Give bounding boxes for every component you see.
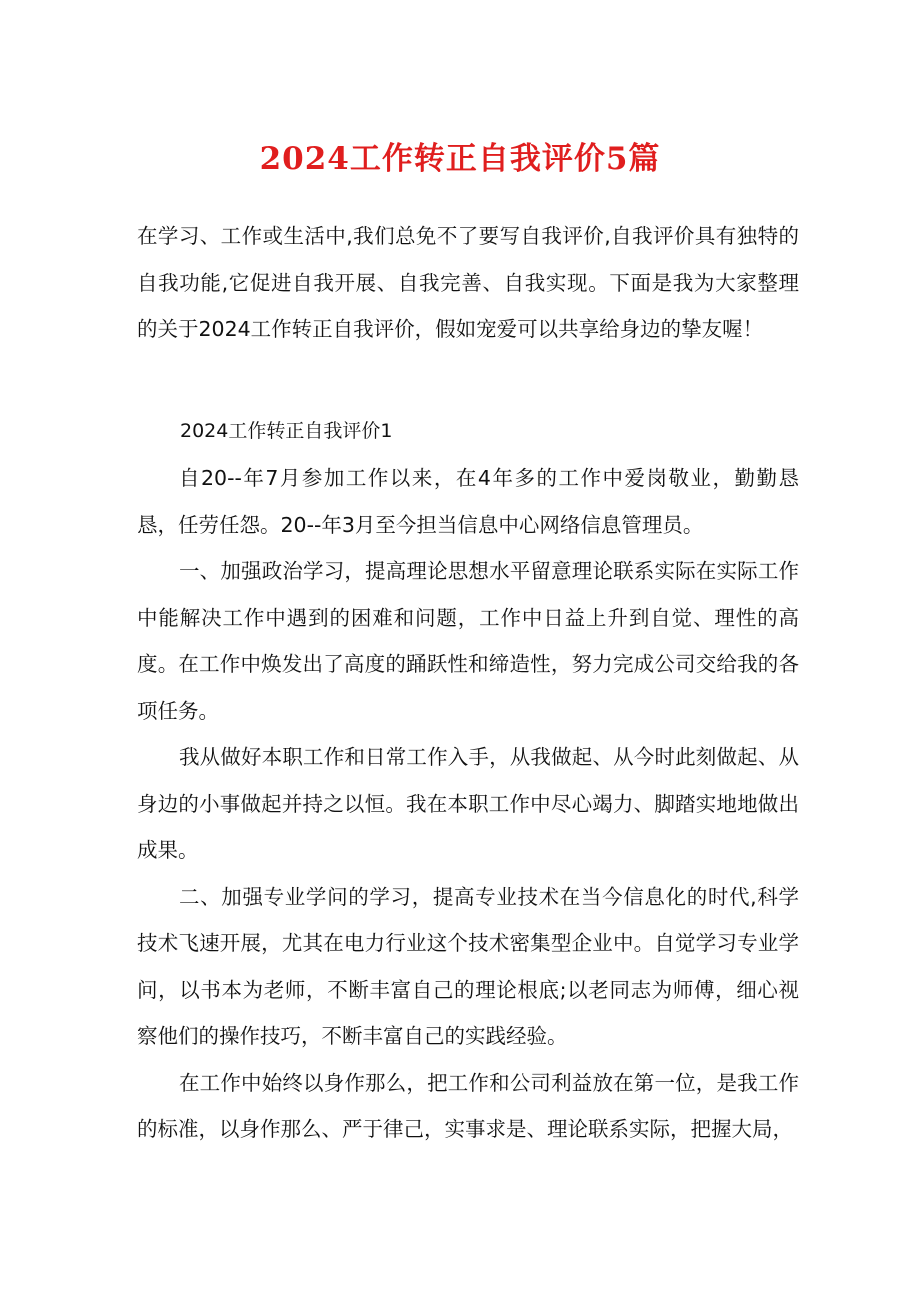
paragraph: 在工作中始终以身作那么，把工作和公司利益放在第一位，是我工作的标准，以身作那么、严于律己，实事求是、理论联系实际，把握大局， xyxy=(137,1070,799,1141)
paragraph: 我从做好本职工作和日常工作入手，从我做起、从今时此刻做起、从身边的小事做起并持之以恒。我在本职工作中尽心竭力、脚踏实地地做出成果。 xyxy=(137,745,799,862)
paragraph: 一、加强政治学习，提高理论思想水平留意理论联系实际在实际工作中能解决工作中遇到的困难和问题，工作中日益上升到自觉、理性的高度。在工作中焕发出了高度的踊跃性和缔造性，努力完成公司交给我的各项任务。 xyxy=(137,559,799,723)
intro-paragraph xyxy=(137,213,799,353)
document-title: 2024工作转正自我评价5篇 xyxy=(259,141,661,177)
intro-text: 在学习、工作或生活中,我们总免不了要写自我评价,自我评价具有独特的自我功能,它促进自我开展、自我完善、自我实现。下面是我为大家整理的关于2024工作转正自我评价，假如宠爱可以共享给身边的挚友喔！ xyxy=(137,224,799,341)
paragraph: 自20--年7月参加工作以来，在4年多的工作中爱岗敬业，勤勤恳恳，任劳任怨。20--年3月至今担当信息中心网络信息管理员。 xyxy=(137,466,799,537)
section-body xyxy=(137,455,799,1153)
paragraph: 二、加强专业学问的学习，提高专业技术在当今信息化的时代,科学技术飞速开展，尤其在电力行业这个技术密集型企业中。自觉学习专业学问，以书本为老师，不断丰富自己的理论根底;以老同志为师傅，细心视察他们的操作技巧，不断丰富自己的实践经验。 xyxy=(137,884,799,1048)
section-heading: 2024工作转正自我评价1 xyxy=(180,420,393,442)
